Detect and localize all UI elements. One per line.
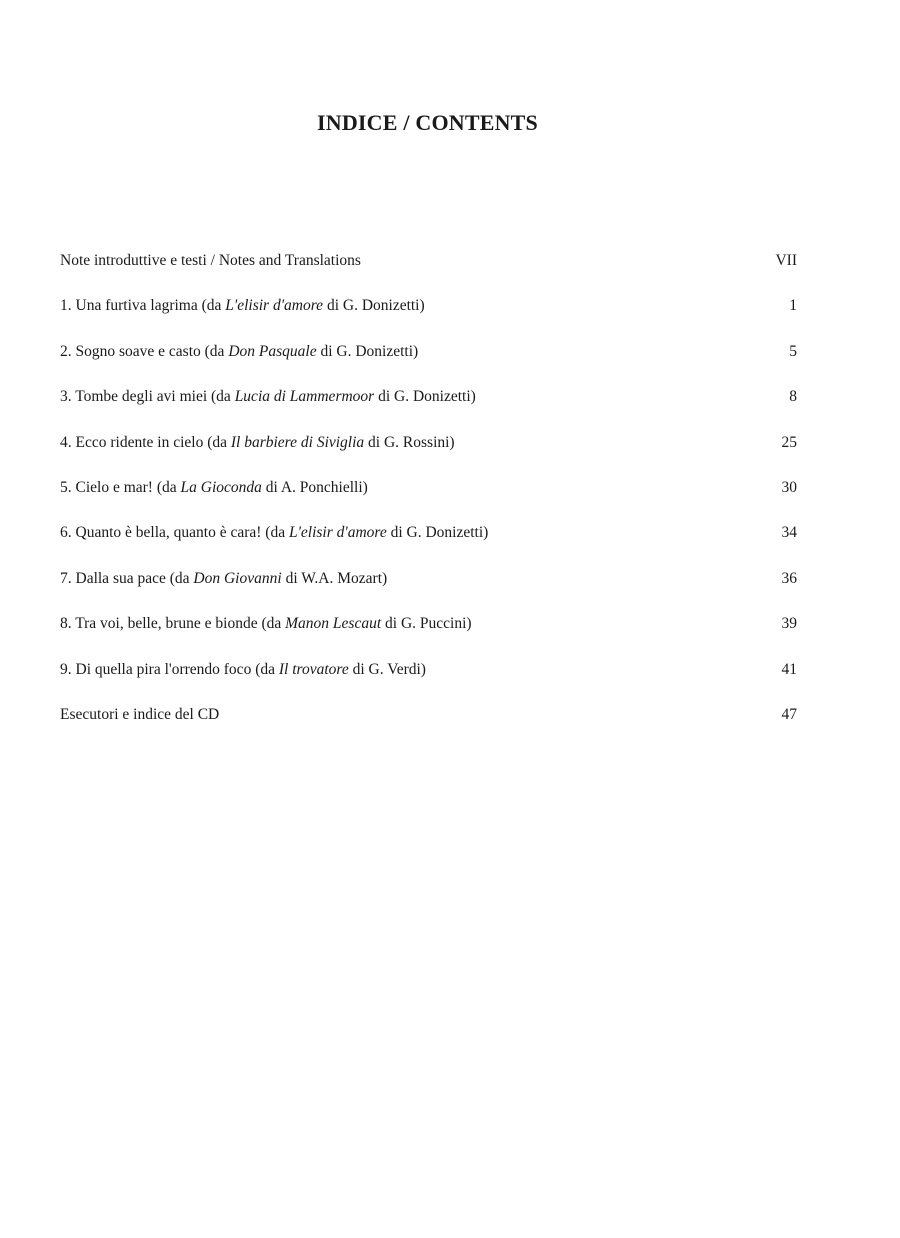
- page-title: INDICE / CONTENTS: [316, 110, 538, 135]
- toc-entry-1: [60, 297, 797, 342]
- toc-entry-8: [60, 615, 797, 660]
- toc-entry-page: 41: [781, 660, 797, 678]
- toc-entry-3: [60, 388, 797, 433]
- toc-entry-page: 34: [781, 524, 797, 542]
- toc-entry-4: [60, 434, 797, 479]
- toc-entry-label: 4. Ecco ridente in cielo (da Il barbiere di Siviglia di G. Rossini): [60, 433, 455, 451]
- toc-entry-2: [60, 343, 797, 388]
- toc-entry-page: 5: [789, 342, 797, 360]
- toc-entry-label: 1. Una furtiva lagrima (da L'elisir d'amore di G. Donizetti): [60, 297, 425, 315]
- toc-entry-page: 39: [781, 615, 797, 633]
- toc-entry-page: 36: [781, 569, 797, 587]
- toc-entry-page: 25: [781, 433, 797, 451]
- toc-entry-label: 9. Di quella pira l'orrendo foco (da Il trovatore di G. Verdi): [60, 660, 426, 678]
- toc-entry-label: 3. Tombe degli avi miei (da Lucia di Lammermoor di G. Donizetti): [60, 388, 476, 406]
- toc-entry-notes: [60, 252, 797, 297]
- toc-entry-label: 5. Cielo e mar! (da La Gioconda di A. Ponchielli): [60, 478, 368, 496]
- toc-entry-label: Esecutori e indice del CD: [60, 705, 220, 723]
- toc-entry-9: [60, 661, 797, 706]
- toc-entry-page: 47: [781, 705, 797, 723]
- toc-entry-label: 6. Quanto è bella, quanto è cara! (da L'elisir d'amore di G. Donizetti): [60, 524, 489, 542]
- toc-entry-label: 8. Tra voi, belle, brune e bionde (da Manon Lescaut di G. Puccini): [60, 615, 472, 633]
- toc-entry-5: [60, 479, 797, 524]
- toc-entry-page: 30: [781, 478, 797, 496]
- toc-entry-page: 8: [789, 388, 797, 406]
- toc-entry-page: VII: [775, 252, 797, 269]
- toc-entry-label: 7. Dalla sua pace (da Don Giovanni di W.A. Mozart): [60, 569, 388, 587]
- table-of-contents: [60, 252, 797, 751]
- toc-entry-label: 2. Sogno soave e casto (da Don Pasquale di G. Donizetti): [60, 342, 419, 360]
- toc-entry-6: [60, 524, 797, 569]
- toc-entry-label: Note introduttive e testi / Notes and Translations: [60, 252, 361, 269]
- toc-entry-page: 1: [789, 297, 797, 315]
- toc-entry-7: [60, 570, 797, 615]
- toc-entry-cd: [60, 706, 797, 751]
